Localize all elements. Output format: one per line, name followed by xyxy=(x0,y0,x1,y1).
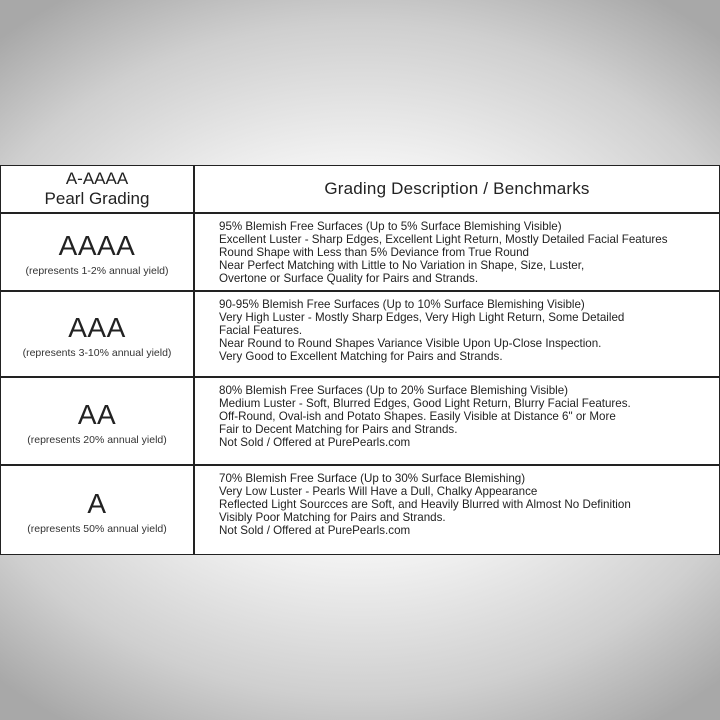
description-line: Medium Luster - Soft, Blurred Edges, Good Light Return, Blurry Facial Features. xyxy=(219,397,631,410)
description-line: Reflected Light Sourcces are Soft, and Heavily Blurred with Almost No Definition xyxy=(219,498,631,511)
header-grade-title: Pearl Grading xyxy=(44,189,150,208)
header-description-title: Grading Description / Benchmarks xyxy=(324,179,590,198)
grade-label: AAAA xyxy=(58,229,136,261)
description-line: Very Good to Excellent Matching for Pairs and Strands. xyxy=(219,350,503,363)
description-line: 90-95% Blemish Free Surfaces (Up to 10% Surface Blemishing Visible) xyxy=(219,298,585,311)
grading-table xyxy=(0,165,720,555)
grade-label: AAA xyxy=(68,311,126,343)
grade-yield: (represents 3-10% annual yield) xyxy=(22,346,172,359)
grade-label: AA xyxy=(77,398,117,430)
description-line: 95% Blemish Free Surfaces (Up to 5% Surface Blemishing Visible) xyxy=(219,220,562,233)
grade-cell-aaaa xyxy=(1,214,195,292)
header-grade-cell xyxy=(1,166,195,214)
grade-yield: (represents 1-2% annual yield) xyxy=(25,264,169,277)
description-line: Not Sold / Offered at PurePearls.com xyxy=(219,524,411,537)
description-line: Very Low Luster - Pearls Will Have a Dull, Chalky Appearance xyxy=(219,485,538,498)
grade-cell-aa xyxy=(1,378,195,466)
description-cell-aaaa xyxy=(195,214,719,292)
description-line: Excellent Luster - Sharp Edges, Excellent Light Return, Mostly Detailed Facial Features xyxy=(219,233,668,246)
description-line: Facial Features. xyxy=(219,324,303,337)
grade-cell-aaa xyxy=(1,292,195,378)
description-line: Off-Round, Oval-ish and Potato Shapes. Easily Visible at Distance 6" or More xyxy=(219,410,616,423)
description-line: 80% Blemish Free Surfaces (Up to 20% Surface Blemishing Visible) xyxy=(219,384,569,397)
description-line: Near Round to Round Shapes Variance Visible Upon Up-Close Inspection. xyxy=(219,337,602,350)
header-description-cell xyxy=(195,166,719,214)
header-grade-range: A-AAAA xyxy=(65,169,129,188)
grade-yield: (represents 50% annual yield) xyxy=(27,522,167,535)
description-line: Overtone or Surface Quality for Pairs and Strands. xyxy=(219,272,479,285)
description-line: Visibly Poor Matching for Pairs and Strands. xyxy=(219,511,446,524)
description-line: Not Sold / Offered at PurePearls.com xyxy=(219,436,411,449)
grade-yield: (represents 20% annual yield) xyxy=(27,433,167,446)
description-cell-aaa xyxy=(195,292,719,378)
description-line: Near Perfect Matching with Little to No Variation in Shape, Size, Luster, xyxy=(219,259,585,272)
description-cell-aa xyxy=(195,378,719,466)
grade-label: A xyxy=(87,487,107,519)
description-line: Round Shape with Less than 5% Deviance from True Round xyxy=(219,246,529,259)
description-cell-a xyxy=(195,466,719,554)
description-line: 70% Blemish Free Surface (Up to 30% Surface Blemishing) xyxy=(219,472,526,485)
description-line: Fair to Decent Matching for Pairs and Strands. xyxy=(219,423,458,436)
grading-table-panel xyxy=(0,165,720,555)
grade-cell-a xyxy=(1,466,195,554)
description-line: Very High Luster - Mostly Sharp Edges, Very High Light Return, Some Detailed xyxy=(219,311,625,324)
